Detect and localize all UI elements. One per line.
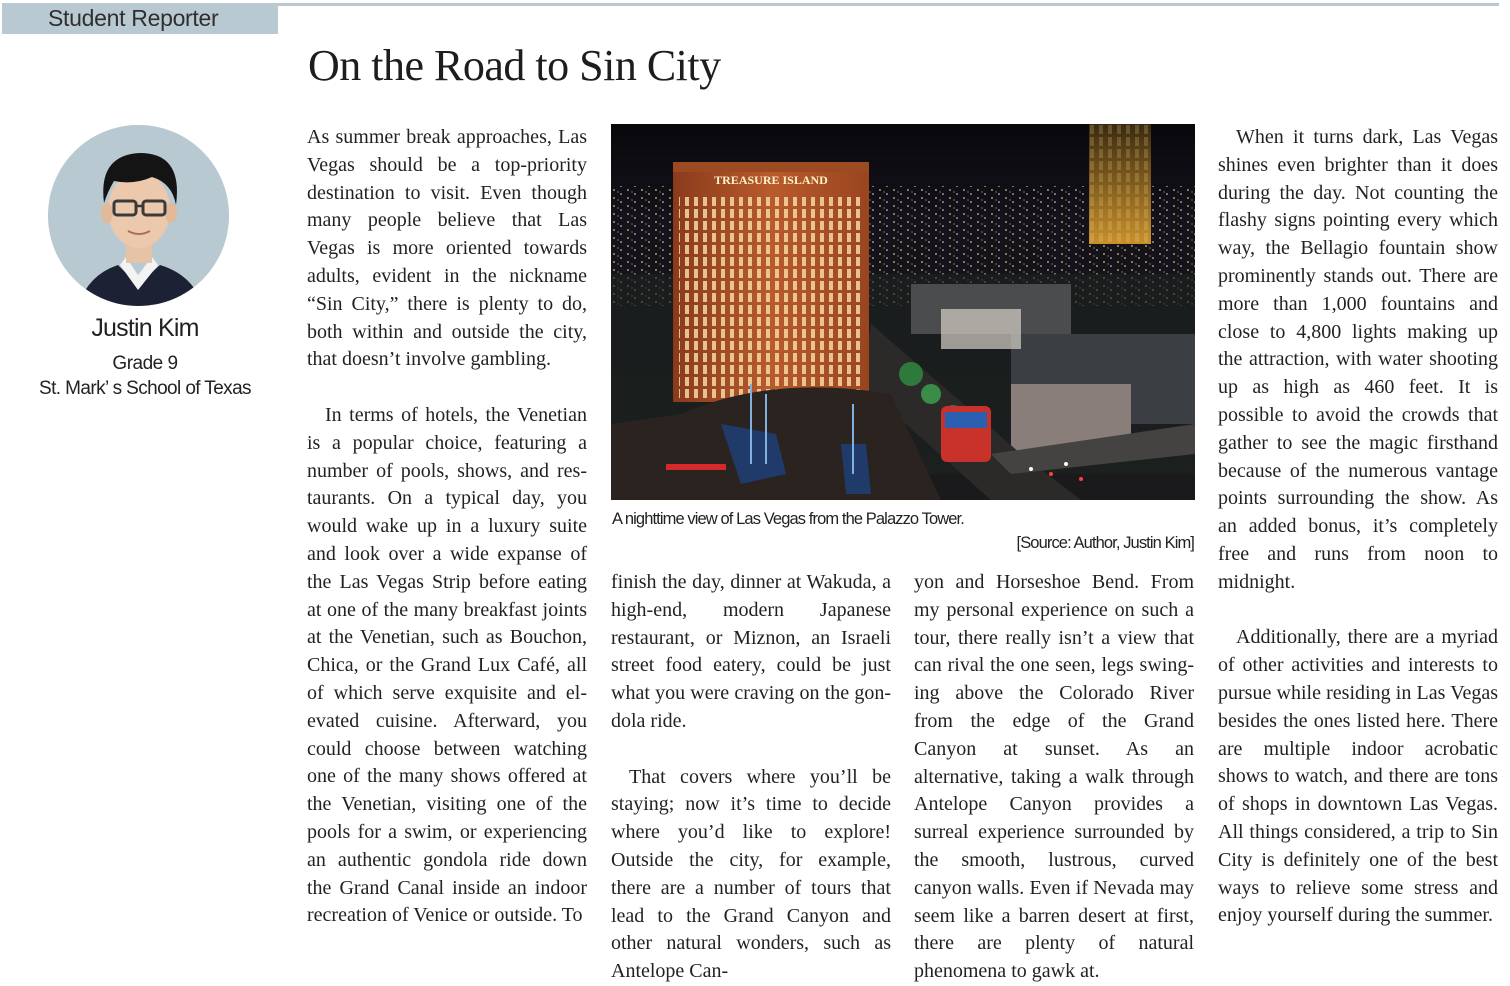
author-name: Justin Kim — [91, 314, 199, 342]
article-column-2 — [611, 569, 891, 986]
photo-caption: A nighttime view of Las Vegas from the Palazzo Tower. — [612, 510, 964, 528]
paragraph: Additionally, there are a myriad of other activities and interests to pursue while residing in Las Vegas besides the ones listed here. There are multiple indoor acrobatic shows to watch, and there are tons of shops in downtown Las Vegas. All things considered, a trip to Sin City is definitely one of the best ways to relieve some stress and enjoy yourself during the summer. — [1218, 626, 1498, 927]
las-vegas-night-photo — [611, 124, 1195, 500]
photo-sign-text: TREASURE ISLAND — [714, 173, 828, 187]
author-portrait-icon — [48, 125, 229, 306]
article-photo — [611, 124, 1195, 500]
author-grade: Grade 9 — [112, 353, 178, 374]
article-column-3 — [914, 569, 1194, 986]
paragraph: As summer break approaches, Las Vegas should be a top-priority destination to visit. Even though many people believe that Las Vegas is more oriented towards adults, evident in the nickname “Sin City,” there is plenty to do, both within and outside the city, that doesn’t involve gambling. — [307, 126, 587, 371]
paragraph: finish the day, dinner at Wakuda, a high-end, modern Japanese restaurant, or Miznon, an Israeli street food eatery, could be just what you were craving on the gondola ride. — [611, 571, 891, 732]
paragraph: That covers where you’ll be staying; now it’s time to decide where you’d like to explore! Outside the city, for example, there are a number of tours that lead to the Grand Canyon and other natural wonders, such as Antelope Can- — [611, 765, 891, 983]
article-column-4 — [1218, 124, 1498, 930]
paragraph: When it turns dark, Las Vegas shines even brighter than it does during the day. Not counting the flashy signs pointing every which way, the Bellagio fountain show prominently stands out. There are more than 1,000 fountains and close to 4,800 lights making up the attraction, with water shooting up as high as 460 feet. It is possible to avoid the crowds that gather to see the magic firsthand because of the numerous vantage points surrounding the show. As an added bonus, it’s completely free and runs from noon to midnight. — [1218, 126, 1498, 593]
paragraph: yon and Horseshoe Bend. From my personal experience on such a tour, there really isn’t a view that can rival the one seen, legs swinging above the Colorado River from the edge of the Grand Canyon at sunset. As an alternative, taking a walk through Antelope Canyon provides a surreal experience surrounded by the smooth, lustrous, curved canyon walls. Even if Nevada may seem like a barren desert at first, there are plenty of natural phenomena to gawk at. — [914, 571, 1194, 983]
paragraph: In terms of hotels, the Venetian is a popular choice, featuring a number of pools, shows, and restaurants. On a typical day, you would wake up in a luxury suite and look over a wide expanse of the Las Vegas Strip before eating at one of the many breakfast joints at the Venetian, such as Bouchon, Chica, or the Grand Lux Café, all of which serve exquisite and elevated cuisine. Afterward, you could choose between watching one of the many shows offered at the Venetian, visiting one of the pools for a swim, or experiencing an authentic gondola ride down the Grand Canal inside an indoor recreation of Venice or outside. To — [307, 403, 587, 927]
headline: On the Road to Sin City — [308, 41, 721, 90]
photo-credit: [Source: Author, Justin Kim] — [1016, 534, 1194, 552]
author-school: St. Mark’ s School of Texas — [39, 378, 251, 399]
section-label: Student Reporter — [48, 5, 219, 31]
article-column-1 — [307, 124, 587, 930]
author-avatar — [48, 125, 229, 306]
